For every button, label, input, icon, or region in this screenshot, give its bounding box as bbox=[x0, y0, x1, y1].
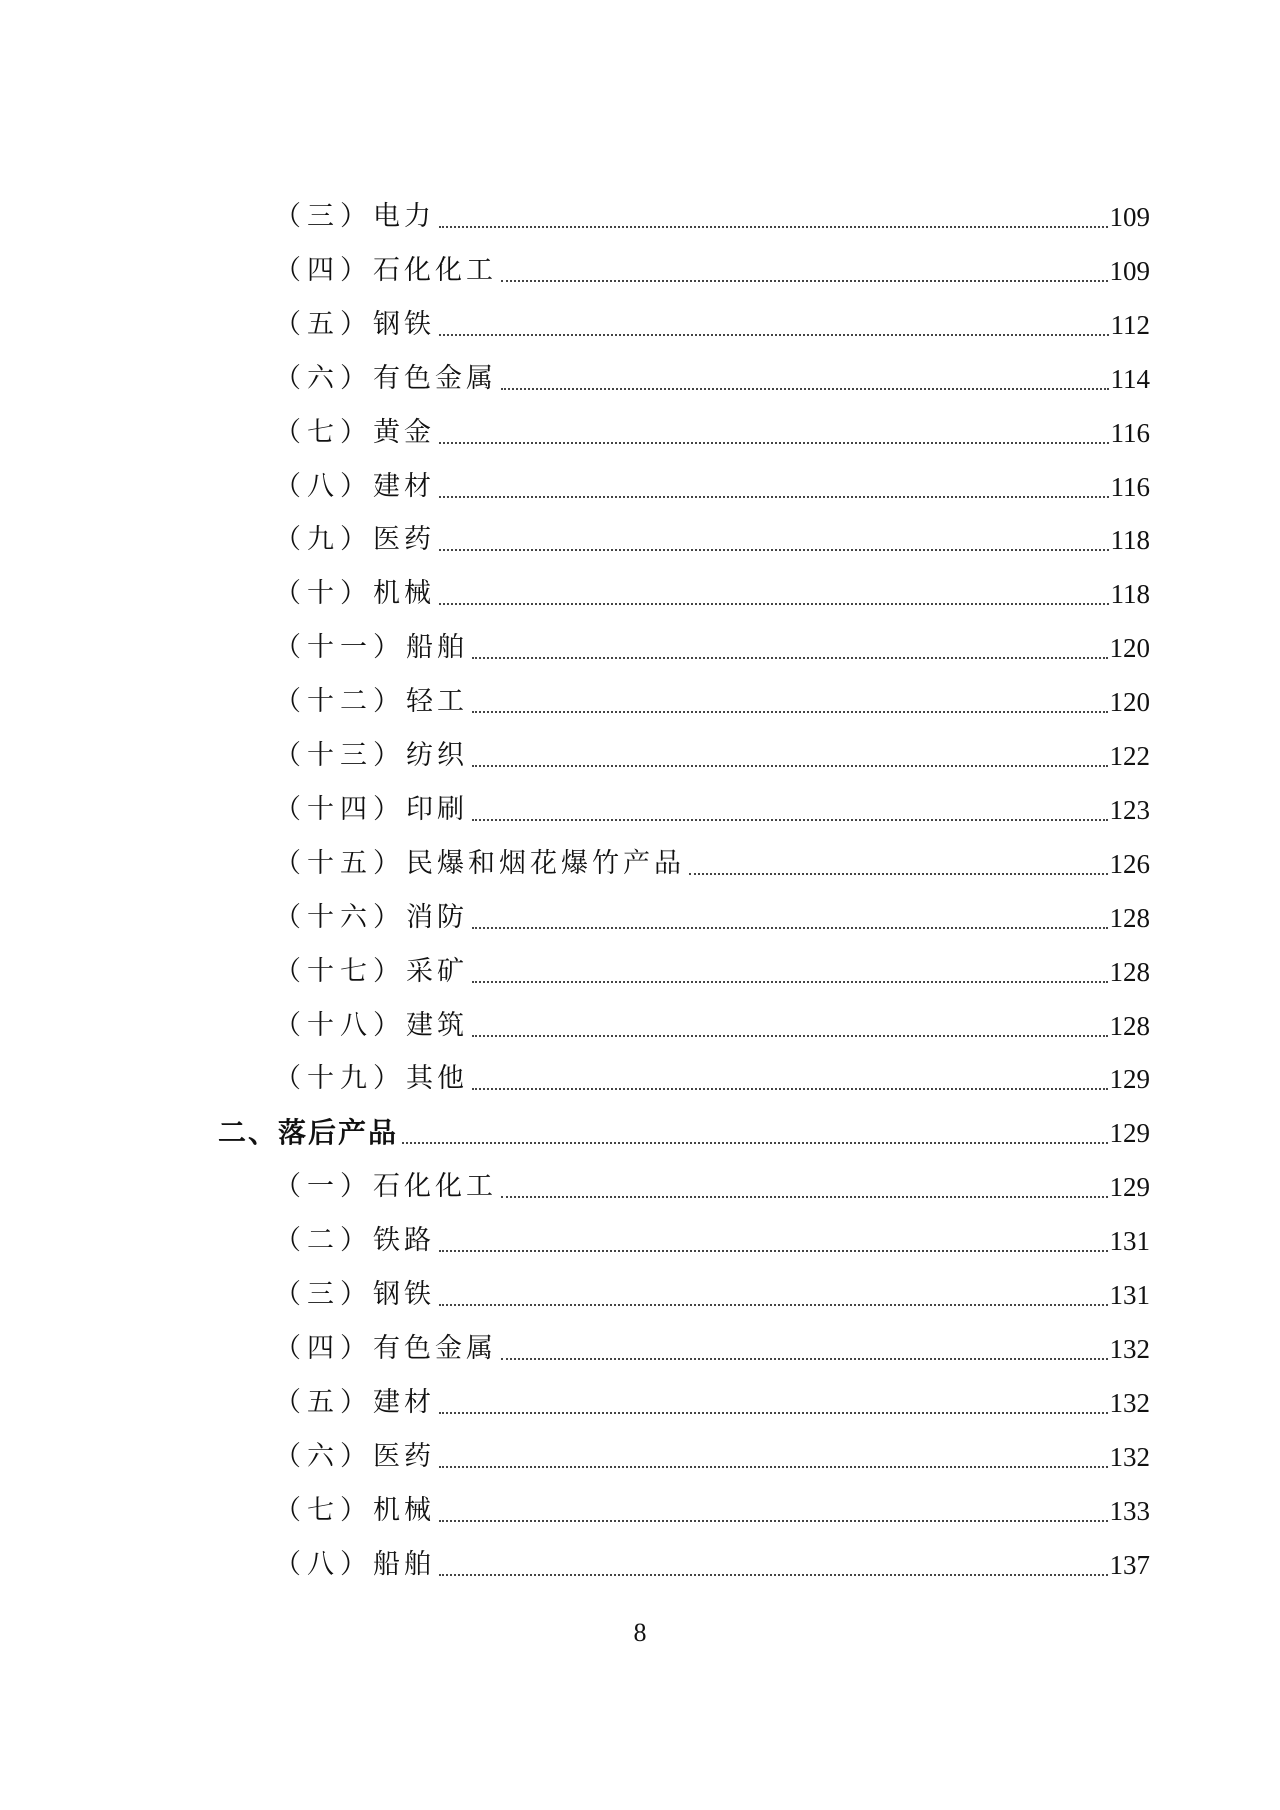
dot-leader bbox=[472, 1035, 1108, 1037]
dot-leader bbox=[439, 1250, 1108, 1252]
dot-leader bbox=[501, 388, 1109, 390]
dot-leader bbox=[472, 657, 1108, 659]
dot-leader bbox=[439, 226, 1108, 228]
toc-entry-title: 建材 bbox=[373, 1387, 435, 1418]
dot-leader bbox=[501, 1358, 1108, 1360]
toc-entry-number: （二） bbox=[274, 1225, 373, 1256]
toc-entry-number: （十二） bbox=[274, 686, 406, 717]
toc-entry[interactable] bbox=[274, 898, 1150, 938]
toc-entry-title: 医药 bbox=[373, 1441, 435, 1472]
dot-leader bbox=[501, 280, 1108, 282]
toc-entry[interactable] bbox=[274, 1329, 1150, 1369]
toc-entry-title: 建筑 bbox=[406, 1010, 468, 1041]
dot-leader bbox=[472, 927, 1108, 929]
toc-entry-number: （六） bbox=[274, 1441, 373, 1472]
toc-entry-number: （七） bbox=[274, 1495, 373, 1526]
toc-entry-title: 铁路 bbox=[373, 1225, 435, 1256]
dot-leader bbox=[472, 711, 1108, 713]
dot-leader bbox=[439, 1412, 1108, 1414]
toc-entry-title: 机械 bbox=[373, 1495, 435, 1526]
toc-entry-page: 129 bbox=[1109, 1172, 1150, 1202]
toc-entry-title: 钢铁 bbox=[373, 309, 435, 340]
toc-entry[interactable] bbox=[274, 844, 1150, 884]
page-number: 8 bbox=[633, 1618, 647, 1647]
toc-entry[interactable] bbox=[274, 574, 1150, 614]
toc-entry-number: （四） bbox=[274, 1333, 373, 1364]
toc-entry-page: 114 bbox=[1110, 364, 1150, 394]
dot-leader bbox=[439, 1574, 1108, 1576]
toc-entry-page: 118 bbox=[1110, 579, 1150, 609]
toc-section-heading[interactable] bbox=[218, 1113, 1150, 1153]
toc-entry-number: （十七） bbox=[274, 956, 406, 987]
toc-entry-title: 二、落后产品 bbox=[218, 1116, 399, 1149]
toc-entry-number: （四） bbox=[274, 255, 373, 286]
toc-entry-page: 132 bbox=[1109, 1334, 1150, 1364]
toc-entry[interactable] bbox=[274, 682, 1150, 722]
dot-leader bbox=[472, 819, 1108, 821]
toc-entry-page: 128 bbox=[1109, 1011, 1150, 1041]
toc-entry[interactable] bbox=[274, 467, 1150, 507]
toc-entry-number: （十四） bbox=[274, 794, 406, 825]
toc-entry-number: （十） bbox=[274, 578, 373, 609]
toc-entry[interactable] bbox=[274, 1437, 1150, 1477]
toc-entry-title: 有色金属 bbox=[373, 1333, 497, 1364]
dot-leader bbox=[439, 1466, 1108, 1468]
toc-entry-page: 131 bbox=[1109, 1280, 1150, 1310]
toc-entry-page: 116 bbox=[1110, 472, 1150, 502]
toc-entry-title: 电力 bbox=[373, 201, 435, 232]
toc-entry-title: 印刷 bbox=[406, 794, 468, 825]
toc-entry-title: 纺织 bbox=[406, 740, 468, 771]
toc-entry[interactable] bbox=[274, 1221, 1150, 1261]
toc-entry[interactable] bbox=[274, 197, 1150, 237]
toc-entry-page: 118 bbox=[1110, 525, 1150, 555]
toc-entry-title: 医药 bbox=[373, 524, 435, 555]
toc-entry-number: （三） bbox=[274, 201, 373, 232]
dot-leader bbox=[439, 1304, 1108, 1306]
toc-entry-title: 采矿 bbox=[406, 956, 468, 987]
toc-entry[interactable] bbox=[274, 251, 1150, 291]
toc-entry-number: （十八） bbox=[274, 1010, 406, 1041]
toc-entry-title: 石化化工 bbox=[373, 1171, 497, 1202]
toc-entry-page: 116 bbox=[1110, 418, 1150, 448]
toc-entry-number: （十九） bbox=[274, 1063, 406, 1094]
toc-entry-number: （十五） bbox=[274, 848, 406, 879]
dot-leader bbox=[439, 1520, 1108, 1522]
toc-entry-title: 建材 bbox=[373, 471, 435, 502]
toc-entry-page: 129 bbox=[1109, 1064, 1150, 1094]
toc-entry-number: （八） bbox=[274, 1549, 373, 1580]
toc-entry-number: （一） bbox=[274, 1171, 373, 1202]
toc-entry[interactable] bbox=[274, 413, 1150, 453]
toc-entry-number: （九） bbox=[274, 524, 373, 555]
toc-entry[interactable] bbox=[274, 1167, 1150, 1207]
toc-entry-page: 123 bbox=[1109, 795, 1150, 825]
toc-entry-title: 船舶 bbox=[373, 1549, 435, 1580]
toc-entry-page: 120 bbox=[1109, 633, 1150, 663]
toc-entry[interactable] bbox=[274, 790, 1150, 830]
dot-leader bbox=[472, 765, 1108, 767]
toc-entry-number: （十一） bbox=[274, 632, 406, 663]
toc-entry-page: 126 bbox=[1109, 849, 1150, 879]
toc-entry-number: （七） bbox=[274, 417, 373, 448]
toc-entry-page: 137 bbox=[1109, 1550, 1150, 1580]
toc-entry-number: （六） bbox=[274, 363, 373, 394]
dot-leader bbox=[439, 496, 1109, 498]
toc-entry[interactable] bbox=[274, 736, 1150, 776]
toc-entry[interactable] bbox=[274, 1545, 1150, 1585]
toc-entry[interactable] bbox=[274, 1383, 1150, 1423]
toc-entry-title: 船舶 bbox=[406, 632, 468, 663]
toc-entry[interactable] bbox=[274, 1006, 1150, 1046]
toc-entry-page: 112 bbox=[1110, 310, 1150, 340]
toc-entry[interactable] bbox=[274, 628, 1150, 668]
toc-entry-number: （五） bbox=[274, 309, 373, 340]
toc-entry[interactable] bbox=[274, 305, 1150, 345]
toc-entry-title: 消防 bbox=[406, 902, 468, 933]
toc-entry[interactable] bbox=[274, 1059, 1150, 1099]
toc-entry-page: 132 bbox=[1109, 1388, 1150, 1418]
toc-entry-page: 129 bbox=[1109, 1118, 1150, 1148]
dot-leader bbox=[402, 1142, 1107, 1144]
toc-entry-title: 有色金属 bbox=[373, 363, 497, 394]
toc-entry-page: 109 bbox=[1109, 202, 1150, 232]
toc-entry-title: 钢铁 bbox=[373, 1279, 435, 1310]
toc-entry-number: （十六） bbox=[274, 902, 406, 933]
toc-entry[interactable] bbox=[274, 359, 1150, 399]
toc-entry-title: 其他 bbox=[406, 1063, 468, 1094]
toc-entry-page: 120 bbox=[1109, 687, 1150, 717]
toc-entry-number: （十三） bbox=[274, 740, 406, 771]
dot-leader bbox=[439, 334, 1109, 336]
toc-entry-title: 机械 bbox=[373, 578, 435, 609]
dot-leader bbox=[472, 1088, 1108, 1090]
toc-entry-page: 128 bbox=[1109, 957, 1150, 987]
dot-leader bbox=[501, 1196, 1108, 1198]
dot-leader bbox=[439, 549, 1109, 551]
toc-entry-number: （五） bbox=[274, 1387, 373, 1418]
toc-entry-title: 民爆和烟花爆竹产品 bbox=[406, 848, 685, 879]
toc-entry[interactable] bbox=[274, 520, 1150, 560]
toc-entry-number: （八） bbox=[274, 471, 373, 502]
toc-entry-page: 122 bbox=[1109, 741, 1150, 771]
toc-entry-title: 石化化工 bbox=[373, 255, 497, 286]
toc-entry-page: 128 bbox=[1109, 903, 1150, 933]
dot-leader bbox=[472, 981, 1108, 983]
toc-entry-page: 131 bbox=[1109, 1226, 1150, 1256]
toc-entry-page: 109 bbox=[1109, 256, 1150, 286]
toc-entry[interactable] bbox=[274, 1275, 1150, 1315]
dot-leader bbox=[439, 603, 1109, 605]
dot-leader bbox=[689, 873, 1108, 875]
toc-entry-page: 132 bbox=[1109, 1442, 1150, 1472]
toc-entry-number: （三） bbox=[274, 1279, 373, 1310]
toc-entry[interactable] bbox=[274, 952, 1150, 992]
toc-entry[interactable] bbox=[274, 1491, 1150, 1531]
toc-entry-title: 黄金 bbox=[373, 417, 435, 448]
toc-entry-title: 轻工 bbox=[406, 686, 468, 717]
dot-leader bbox=[439, 442, 1109, 444]
toc-entry-page: 133 bbox=[1109, 1496, 1150, 1526]
